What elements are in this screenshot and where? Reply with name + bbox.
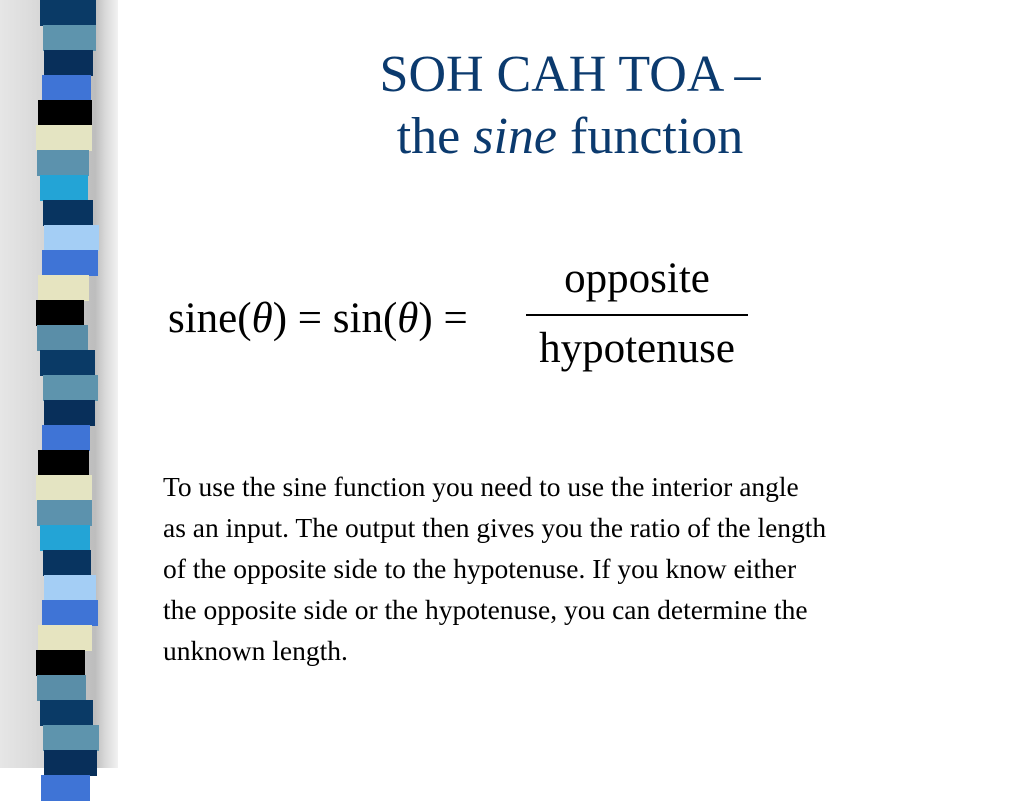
stripe-segment bbox=[41, 775, 90, 801]
stripe-segment bbox=[40, 175, 88, 201]
stripe-segment bbox=[42, 250, 98, 276]
title-line-2 bbox=[260, 106, 880, 168]
stripe-segment bbox=[38, 450, 89, 476]
stripe-segment bbox=[37, 325, 88, 351]
stripe-segment bbox=[42, 600, 98, 626]
stripe-segment bbox=[37, 675, 86, 701]
body-line: as an input. The output then gives you the ratio of the length bbox=[163, 512, 827, 543]
stripe-segment bbox=[43, 375, 98, 401]
fraction-denominator: hypotenuse bbox=[539, 325, 735, 372]
stripe-segment bbox=[37, 500, 92, 526]
stripe-segment bbox=[36, 650, 85, 676]
stripe-segment bbox=[44, 400, 95, 426]
stripe-segment bbox=[38, 100, 92, 126]
eq-theta-1: θ bbox=[251, 295, 273, 342]
eq-sin-func: sin( bbox=[332, 295, 398, 342]
stripe-segment bbox=[43, 25, 96, 51]
eq-theta-2: θ bbox=[397, 295, 419, 342]
stripe-segment bbox=[38, 275, 89, 301]
stripe-segment bbox=[40, 525, 90, 551]
stripe-segment bbox=[40, 700, 93, 726]
stripe-segment bbox=[36, 475, 92, 501]
body-line: the opposite side or the hypotenuse, you can determine the bbox=[163, 594, 808, 625]
body-line: of the opposite side to the hypotenuse. If you know either bbox=[163, 553, 797, 584]
body-paragraph bbox=[163, 466, 1003, 671]
equation-lhs bbox=[168, 294, 468, 343]
stripe-segment bbox=[40, 0, 96, 26]
stripe-segment bbox=[44, 750, 97, 776]
equation-fraction bbox=[526, 252, 748, 376]
stripe-segment bbox=[43, 200, 93, 226]
stripe-segment bbox=[44, 575, 96, 601]
stripe-segment bbox=[40, 350, 95, 376]
title-emphasis: sine bbox=[473, 108, 557, 165]
eq-equals-1: ) = bbox=[272, 295, 333, 342]
stripe-segment bbox=[43, 725, 99, 751]
body-line: unknown length. bbox=[163, 635, 348, 666]
eq-equals-2: ) = bbox=[418, 295, 468, 342]
title-line-2-prefix: the bbox=[396, 108, 474, 165]
stripe-segment bbox=[43, 550, 91, 576]
slide-title bbox=[260, 44, 880, 168]
title-line-1: SOH CAH TOA – bbox=[379, 46, 761, 103]
fraction-numerator: opposite bbox=[564, 255, 710, 302]
sine-equation bbox=[168, 252, 768, 382]
stripe-segment bbox=[38, 625, 92, 651]
stripe-segment bbox=[44, 225, 99, 251]
stripe-segment bbox=[36, 300, 84, 326]
fraction-bar bbox=[526, 314, 748, 316]
stripe-segment bbox=[44, 50, 93, 76]
stripe-segment bbox=[37, 150, 89, 176]
title-line-2-suffix: function bbox=[557, 108, 744, 165]
stripe-segment bbox=[42, 425, 90, 451]
stripe-segment bbox=[36, 125, 92, 151]
body-line: To use the sine function you need to use the interior angle bbox=[163, 471, 799, 502]
stripe-segment bbox=[42, 75, 91, 101]
eq-sine-func: sine( bbox=[168, 295, 252, 342]
